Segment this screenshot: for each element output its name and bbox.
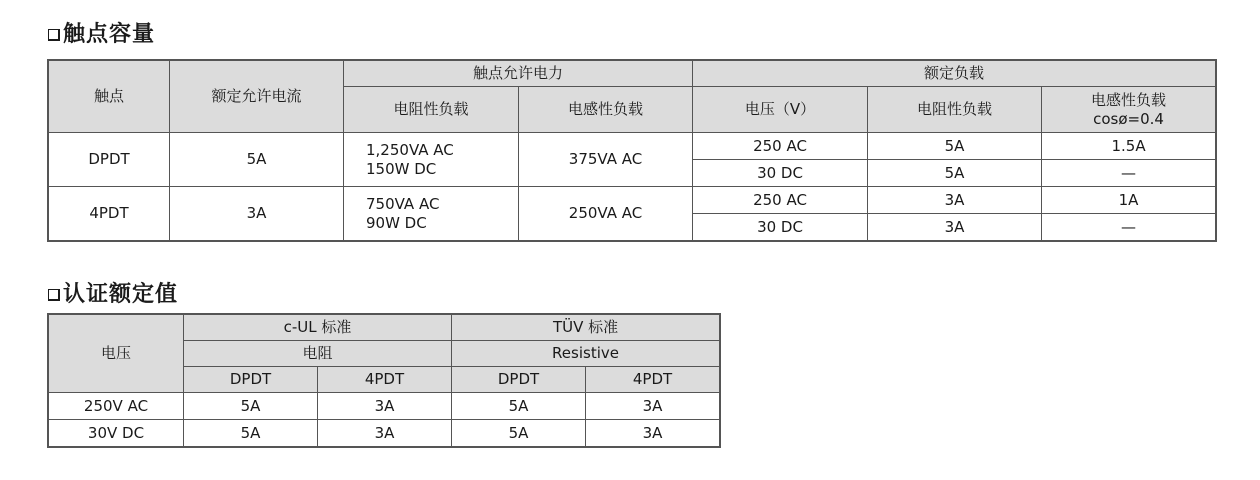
contact-capacity-title-text: 触点容量 xyxy=(63,22,156,47)
header-rated-current: 额定允许电流 xyxy=(170,61,344,133)
cert-cell-cul-dpdt: 5A xyxy=(184,393,318,420)
cert-header-4pdt: 4PDT xyxy=(586,367,720,393)
cell-resistive-power xyxy=(344,133,519,187)
certification-title xyxy=(48,284,178,306)
cell-rated-resistive: 5A xyxy=(868,133,1042,160)
cell-voltage: 30 DC xyxy=(693,160,868,187)
cell-rated-inductive: — xyxy=(1042,160,1216,187)
header-rated-inductive-line1: 电感性负载 xyxy=(1091,90,1167,109)
cell-rated-resistive: 3A xyxy=(868,187,1042,214)
cert-header-4pdt: 4PDT xyxy=(318,367,452,393)
cell-voltage: 30 DC xyxy=(693,214,868,241)
cell-voltage: 250 AC xyxy=(693,187,868,214)
cert-header-row-1 xyxy=(49,315,720,341)
checkbox-square-icon xyxy=(48,289,60,301)
cert-cell-voltage: 250V AC xyxy=(49,393,184,420)
cell-contact: 4PDT xyxy=(49,187,170,241)
table-row xyxy=(49,187,1216,214)
cell-rated-inductive: 1A xyxy=(1042,187,1216,214)
cell-rated-inductive: 1.5A xyxy=(1042,133,1216,160)
header-inductive-load: 电感性负载 xyxy=(519,87,693,133)
contact-capacity-title xyxy=(48,24,155,46)
cell-current: 5A xyxy=(170,133,344,187)
cell-current: 3A xyxy=(170,187,344,241)
table-row xyxy=(49,420,720,447)
cell-rated-resistive: 5A xyxy=(868,160,1042,187)
cert-header-voltage: 电压 xyxy=(49,315,184,393)
cert-header-dpdt: DPDT xyxy=(452,367,586,393)
header-resistive-load: 电阻性负载 xyxy=(344,87,519,133)
header-voltage: 电压（V） xyxy=(693,87,868,133)
cell-resistive-line2: 150W DC xyxy=(366,159,437,178)
header-rated-inductive xyxy=(1042,87,1216,133)
table-row xyxy=(49,393,720,420)
cert-header-cul-resistive: 电阻 xyxy=(184,341,452,367)
header-contact: 触点 xyxy=(49,61,170,133)
cert-cell-tuv-4pdt: 3A xyxy=(586,420,720,447)
cell-inductive-power: 250VA AC xyxy=(519,187,693,241)
cell-resistive-line1: 1,250VA AC xyxy=(366,140,454,159)
cert-header-tuv-resistive: Resistive xyxy=(452,341,720,367)
cert-cell-tuv-dpdt: 5A xyxy=(452,393,586,420)
cert-cell-cul-dpdt: 5A xyxy=(184,420,318,447)
cert-header-dpdt: DPDT xyxy=(184,367,318,393)
cell-voltage: 250 AC xyxy=(693,133,868,160)
cell-rated-resistive: 3A xyxy=(868,214,1042,241)
header-rated-inductive-line2: cosø=0.4 xyxy=(1093,109,1164,128)
header-rated-load: 额定负载 xyxy=(693,61,1216,87)
certification-title-text: 认证额定值 xyxy=(63,282,179,307)
cell-rated-inductive: — xyxy=(1042,214,1216,241)
header-rated-resistive: 电阻性负载 xyxy=(868,87,1042,133)
cell-contact: DPDT xyxy=(49,133,170,187)
cell-resistive-line2: 90W DC xyxy=(366,213,427,232)
cert-cell-cul-4pdt: 3A xyxy=(318,393,452,420)
header-row-1 xyxy=(49,61,1216,87)
cell-resistive-line1: 750VA AC xyxy=(366,194,440,213)
table-row xyxy=(49,133,1216,160)
header-contact-power: 触点允许电力 xyxy=(344,61,693,87)
cell-resistive-power xyxy=(344,187,519,241)
cell-inductive-power: 375VA AC xyxy=(519,133,693,187)
cert-cell-voltage: 30V DC xyxy=(49,420,184,447)
cert-header-tuv: TÜV 标准 xyxy=(452,315,720,341)
cert-header-cul: c-UL 标准 xyxy=(184,315,452,341)
contact-capacity-table xyxy=(48,60,1216,241)
cert-cell-tuv-dpdt: 5A xyxy=(452,420,586,447)
cert-cell-cul-4pdt: 3A xyxy=(318,420,452,447)
checkbox-square-icon xyxy=(48,29,60,41)
certification-table xyxy=(48,314,720,447)
cert-cell-tuv-4pdt: 3A xyxy=(586,393,720,420)
